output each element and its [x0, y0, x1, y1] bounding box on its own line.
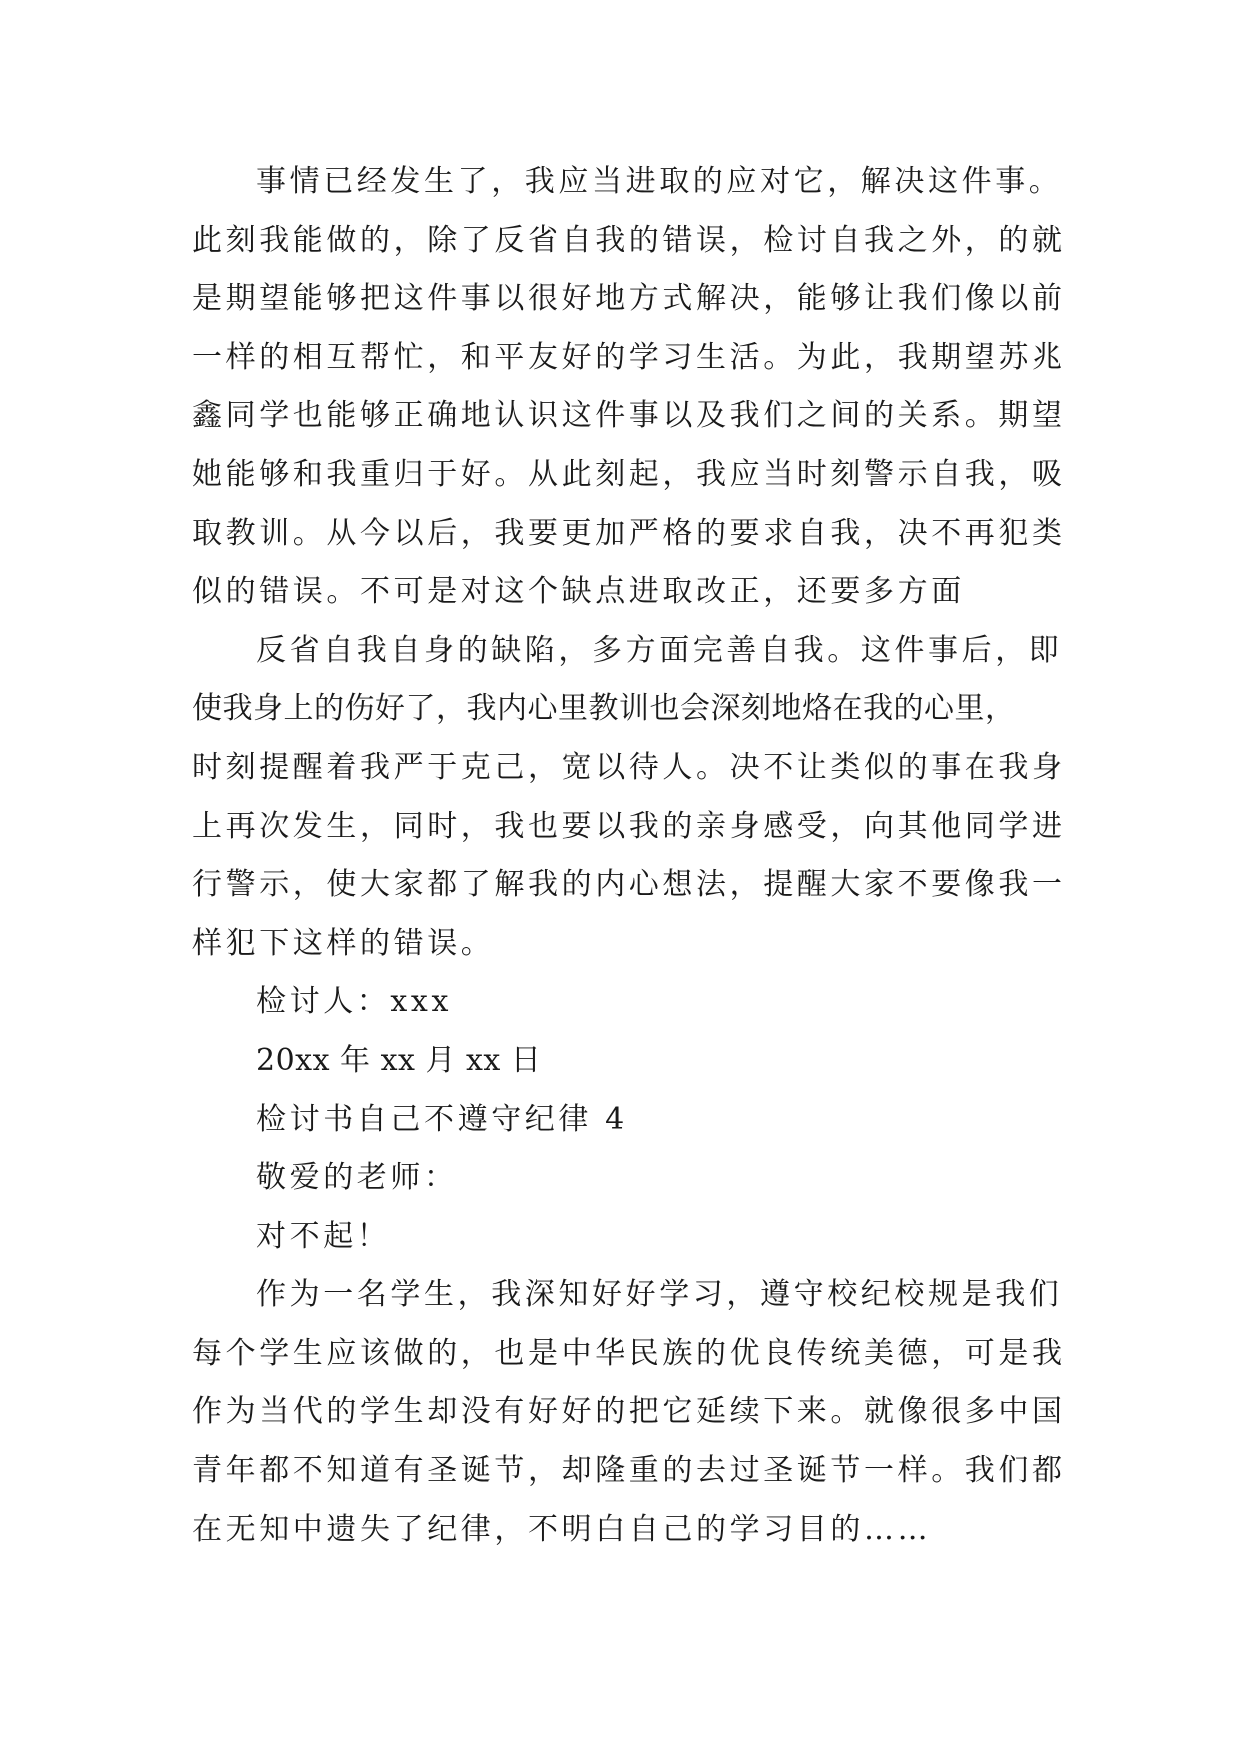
text-line: 她能够和我重归于好。从此刻起，我应当时刻警示自我，吸: [192, 456, 1066, 492]
text-line: 取教训。从今以后，我要更加严格的要求自我，决不再犯类: [192, 515, 1066, 551]
text-line: 此刻我能做的，除了反省自我的错误，检讨自我之外，的就: [192, 222, 1066, 258]
salutation: 敬爱的老师：: [256, 1160, 458, 1196]
apology-line: 对不起！: [256, 1218, 391, 1254]
section-title: 检讨书自己不遵守纪律 4: [256, 1101, 628, 1137]
text-line: 使我身上的伤好了，我内心里教训也会深刻地烙在我的心里，: [192, 691, 1016, 727]
text-line: 反省自我自身的缺陷，多方面完善自我。这件事后，即: [256, 632, 1063, 668]
text-line: 上再次发生，同时，我也要以我的亲身感受，向其他同学进: [192, 808, 1066, 844]
document-body: [192, 153, 1072, 1559]
text-line: 行警示，使大家都了解我的内心想法，提醒大家不要像我一: [192, 867, 1066, 903]
text-line: 样犯下这样的错误。: [192, 925, 495, 961]
text-line: 在无知中遗失了纪律，不明白自己的学习目的……: [192, 1511, 932, 1547]
text-line: 鑫同学也能够正确地认识这件事以及我们之间的关系。期望: [192, 398, 1066, 434]
text-line: 作为当代的学生却没有好好的把它延续下来。就像很多中国: [192, 1394, 1066, 1430]
text-line: 事情已经发生了，我应当进取的应对它，解决这件事。: [256, 164, 1063, 199]
text-line: 是期望能够把这件事以很好地方式解决，能够让我们像以前: [192, 281, 1066, 317]
text-line: 一样的相互帮忙，和平友好的学习生活。为此，我期望苏兆: [192, 339, 1066, 375]
date-line: 20xx 年 xx 月 xx 日: [256, 1042, 542, 1078]
text-line: 青年都不知道有圣诞节，却隆重的去过圣诞节一样。我们都: [192, 1453, 1066, 1489]
signer-line: 检讨人：xxx: [256, 984, 452, 1020]
text-line: 时刻提醒着我严于克己，宽以待人。决不让类似的事在我身: [192, 749, 1066, 785]
text-line: 似的错误。不可是对这个缺点进取改正，还要多方面: [192, 574, 965, 610]
text-line: 每个学生应该做的，也是中华民族的优良传统美德，可是我: [192, 1335, 1066, 1371]
text-line: 作为一名学生，我深知好好学习，遵守校纪校规是我们: [256, 1277, 1063, 1313]
